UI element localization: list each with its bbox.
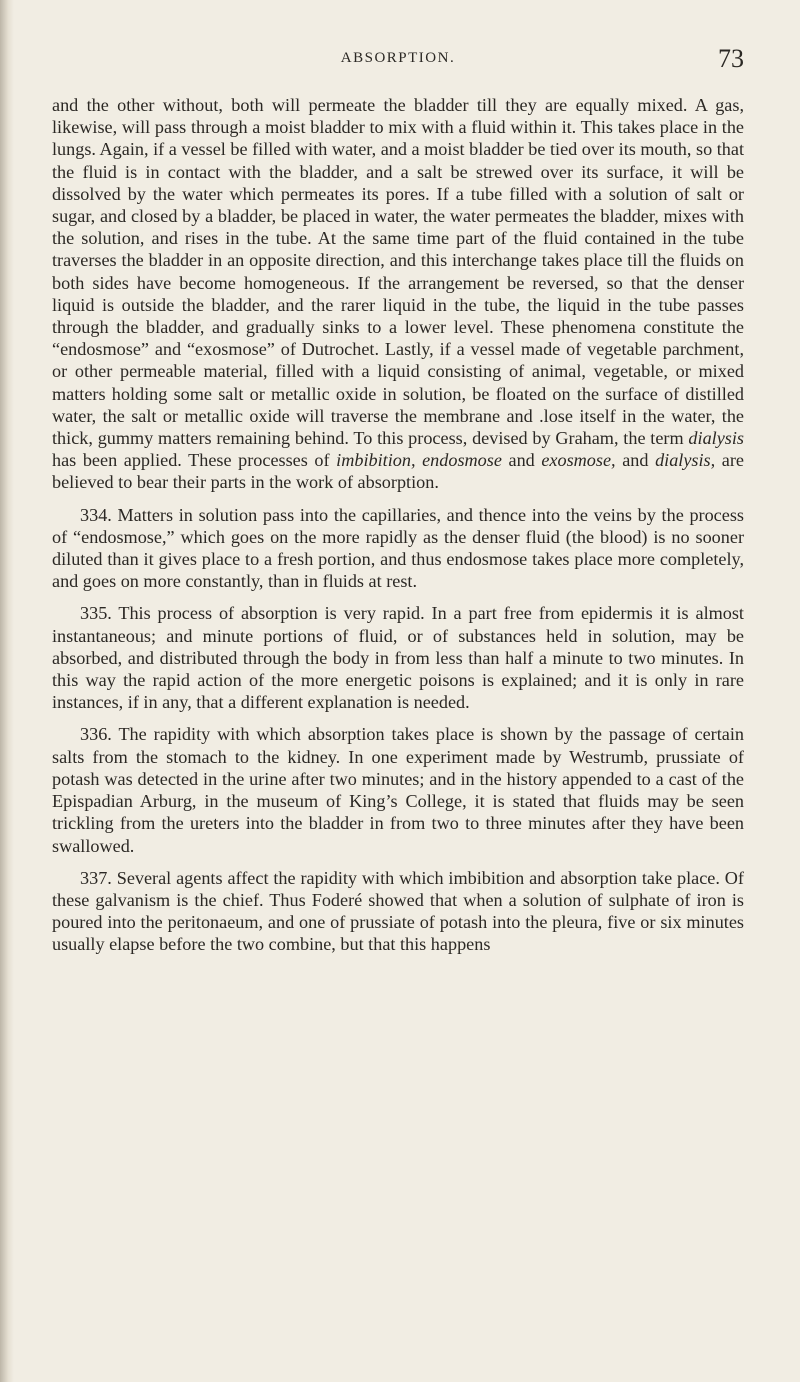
running-header <box>52 44 744 80</box>
running-title: ABSORPTION. <box>340 50 456 66</box>
paragraph-334: 334. Matters in solution pass into the capillaries, and thence into the veins by the process of “endosmose,” which goes on the more rapidly as the denser fluid (the blood) is no sooner diluted than it gives place to a fresh portion, and thus endosmose takes place more completely, and goes on more constantly, than in fluids at rest. <box>52 504 744 592</box>
page-number: 73 <box>718 44 744 73</box>
paragraph-335: 335. This process of absorption is very rapid. In a part free from epidermis it is almost instantaneous; and minute portions of fluid, or of substances held in solution, may be absorbed, and distributed through the body in from less than half a minute to two minutes. In this way the rapid action of the more energetic poisons is explained; and it is only in rare instances, if in any, that a different explanation is needed. <box>52 603 744 713</box>
paragraph-337: 337. Several agents affect the rapidity with which imbibition and absorption take place. Of these galvanism is the chief. Thus Foderé showed that when a solution of sulphate of iron is poured into the peritonaeum, and one of prussiate of potash into the pleura, five or six minutes usually elapse before the two combine, but that this happens <box>52 867 744 955</box>
italic-term: dialysis, <box>655 450 716 471</box>
italic-term: imbibition, endosmose <box>336 450 502 471</box>
paragraph-336: 336. The rapidity with which absorption takes place is shown by the passage of certain salts from the stomach to the kidney. In one experiment made by Westrumb, prussiate of potash was detected in the urine after two minutes; and in the history appended to a cast of the Epispadian Arburg, in the museum of King’s College, it is stated that fluids may be seen trickling from the ureters into the bladder in from two to three minutes after they have been swallowed. <box>52 724 744 856</box>
paragraph-text: and the other without, both will permeate the bladder till they are equally mixed. A gas, likewise, will pass through a moist bladder to mix with a fluid within it. This takes place in the lungs. Again, if a vessel be filled with water, and a moist bladder be tied over its mouth, so that the fluid is in contact with the bladder, and a salt be strewed over its surface, it will be dissolved by the water which permeates its pores. If a tube filled with a solution of salt or sugar, and closed by a bladder, be placed in water, the water permeates the bladder, mixes with the solution, and rises in the tube. At the same time part of the fluid contained in the tube traverses the bladder in an opposite direction, and this interchange takes place till the fluids on both sides have become homogeneous. If the arrangement be reversed, so that the denser liquid is outside the bladder, and the rarer liquid in the tube, the liquid in the tube passes through the bladder, and gradually sinks to a lower level. These phenomena constitute the “endosmose” and “exosmose” of Dutrochet. Lastly, if a vessel made of vegetable parchment, or other permeable material, filled with a liquid consisting of animal, vegetable, or mixed matters holding some salt or metallic oxide in solution, be floated on the surface of distilled water, the salt or metallic oxide will traverse the membrane and .lose itself in the water, the thick, gummy matters remaining behind. To this process, devised by Graham, the term <box>52 95 744 449</box>
paragraph-text: has been applied. These processes of <box>52 450 337 471</box>
paragraph-text: and <box>615 450 656 471</box>
italic-term: dialysis <box>688 428 744 449</box>
paragraph-continued <box>52 94 744 494</box>
paragraph-text: are believed to bear their parts in the work of absorption. <box>52 450 744 493</box>
page-body <box>52 94 744 956</box>
italic-term: exosmose, <box>541 450 616 471</box>
paragraph-text: and <box>501 450 542 471</box>
